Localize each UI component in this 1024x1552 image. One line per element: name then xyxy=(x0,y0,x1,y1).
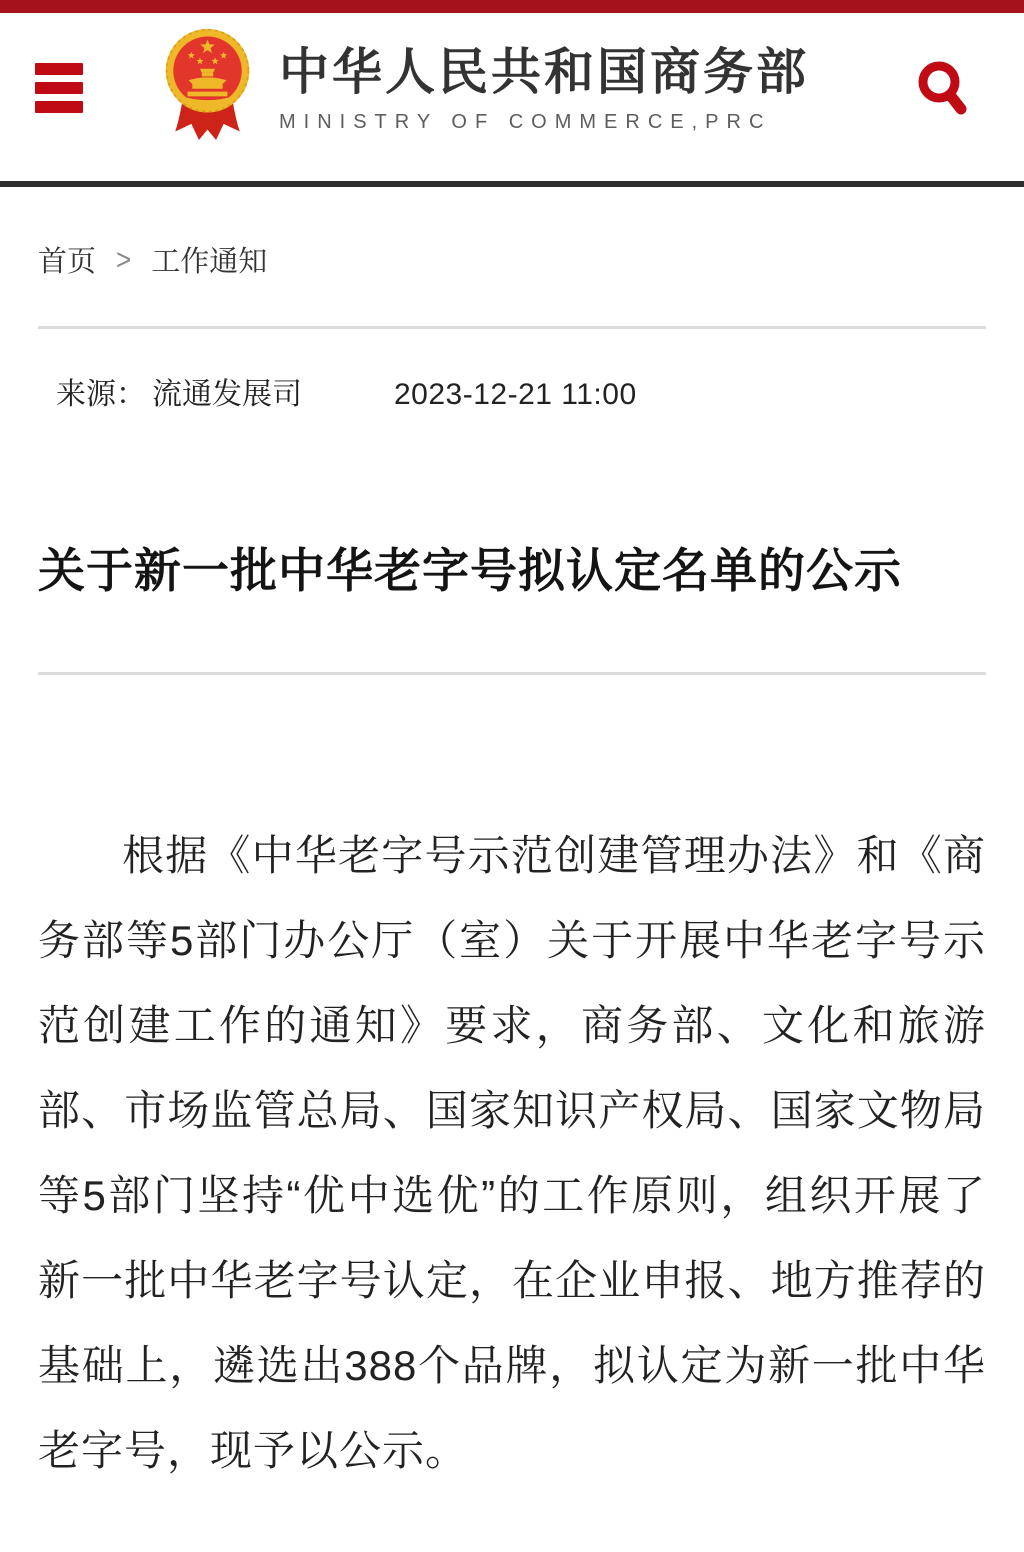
page-content xyxy=(0,239,1024,1493)
search-button[interactable] xyxy=(916,59,970,119)
site-subtitle: MINISTRY OF COMMERCE,PRC xyxy=(279,111,772,133)
search-icon xyxy=(916,107,970,122)
top-red-bar xyxy=(0,0,1024,13)
page-title: 关于新一批中华老字号拟认定名单的公示 xyxy=(38,544,902,597)
menu-button[interactable] xyxy=(35,63,83,113)
breadcrumb-current[interactable]: 工作通知 xyxy=(151,246,268,278)
article-meta xyxy=(38,377,986,412)
source-value: 流通发展司 xyxy=(152,378,302,411)
source-label: 来源： xyxy=(56,378,146,411)
site-title: 中华人民共和国商务部 xyxy=(279,44,809,100)
site-logo[interactable] xyxy=(160,25,809,143)
site-title-block xyxy=(279,25,809,134)
prc-national-emblem-icon xyxy=(160,25,255,143)
title-divider xyxy=(38,672,986,675)
breadcrumb-separator-icon: > xyxy=(116,241,132,277)
site-header xyxy=(0,13,1024,181)
header-divider xyxy=(0,181,1024,187)
breadcrumb xyxy=(38,239,986,280)
publish-datetime: 2023-12-21 11:00 xyxy=(394,378,637,411)
breadcrumb-home[interactable]: 首页 xyxy=(38,246,97,278)
breadcrumb-divider xyxy=(38,326,986,329)
article-body: 根据《中华老字号示范创建管理办法》和《商务部等5部门办公厅（室）关于开展中华老字号示范创建工作的通知》要求，商务部、文化和旅游部、市场监管总局、国家知识产权局、国家文物局等5部门坚持“优中选优”的工作原则，组织开展了新一批中华老字号认定，在企业申报、地方推荐的基础上，遴选出388个品牌，拟认定为新一批中华老字号，现予以公示。 xyxy=(38,832,986,1474)
